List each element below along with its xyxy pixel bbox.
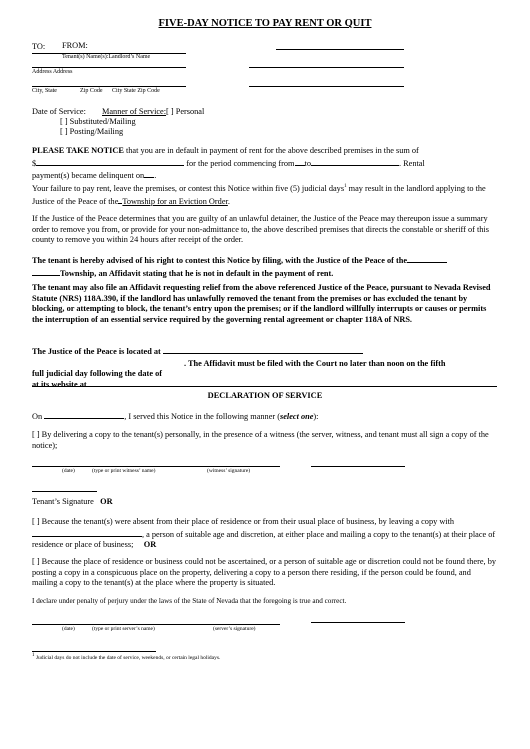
date-caption-2: (date) [62, 626, 75, 632]
notice-line1: that you are in default in payment of rent for the above described premises in the sum of [123, 146, 419, 155]
footnote [32, 655, 220, 662]
landlord-name-line[interactable] [276, 49, 404, 50]
failure-paragraph [32, 184, 497, 207]
option-personal[interactable]: [ ] By delivering a copy to the tenant(s) personally, in the presence of a witness (the server, witness, and tenant must all sign a copy of the notice); [32, 430, 489, 450]
tenant-signature-line[interactable] [32, 491, 97, 492]
tenant-signature-label: Tenant’s Signature [32, 497, 94, 506]
date-caption-1: (date) [62, 468, 75, 474]
located-indent [32, 358, 184, 366]
date-of-service-label: Date of Service: [32, 107, 86, 116]
advise-township-field-2[interactable] [32, 267, 60, 276]
footnote-ref: 1 [344, 184, 347, 190]
notice-paragraph [32, 146, 497, 182]
zip-caption: Zip Code [80, 88, 103, 94]
option-absent-text-a: [ ] Because the tenant(s) were absent from their place of residence or from their usual place of business, by leaving a copy with [32, 517, 455, 526]
footnote-marker: 1 [32, 653, 35, 659]
dollar-sign: $ [32, 158, 37, 168]
delinquent-dot: . [154, 171, 157, 180]
option-absent[interactable] [32, 517, 497, 551]
advise-text-b: Township, an Affidavit stating that he is not in default in the payment of rent. [60, 268, 334, 278]
located-text-c: full judicial day following the date of [32, 369, 162, 378]
affidavit-paragraph: The tenant may also file an Affidavit requesting relief from the above referenced Justice of the Peace, pursuant to Nevada Revised Statute (NRS) 118A.390, if the landlord has unlawfully removed the tenant from the premises or has excluded the tenant by blocking, or attempting to block, the tenant’s entry upon the premises; or if the landlord willfully interrupts or causes or permits the interruption of an essential service required by the governing rental agreement or chapter 118A of NRS. [32, 283, 491, 324]
period-text: for the period commencing from [184, 158, 295, 168]
rental-text: . Rental [398, 158, 425, 168]
from-label: FROM: [62, 41, 88, 50]
township-text: Township for an Eviction Order [122, 196, 228, 206]
city-caption: City, State [32, 88, 57, 94]
located-text-d: at its website at [32, 379, 87, 389]
failure-text-a: Your failure to pay rent, leave the premises, or contest this Notice within five (5) judicial days [32, 184, 345, 193]
substituted-option[interactable]: [ ] Substituted/Mailing [60, 117, 136, 126]
served-end: ): [313, 412, 319, 421]
located-paragraph [32, 345, 497, 390]
located-text-b: . The Affidavit must be filed with the Court no later than noon on the fifth [184, 358, 446, 368]
tenant-signature-row [32, 497, 113, 508]
delinquent-date-field[interactable] [144, 169, 157, 180]
notice-lead: PLEASE TAKE NOTICE [32, 146, 124, 155]
tenant-address-line[interactable] [32, 67, 186, 68]
server-sig-caption: (server’s signature) [213, 626, 256, 632]
period-from-field[interactable] [295, 157, 305, 166]
suitable-person-field[interactable] [32, 528, 142, 537]
option-posting[interactable]: [ ] Because the place of residence or business could not be ascertained, or a person of suitable age or discretion could not be found there, by posting a copy in a conspicuous place on the property, delivering a copy to a person there residing, if the person could be found, and mailing a copy to the tenant(s) at the place where the property is situated. [32, 557, 497, 587]
advise-township-field-1[interactable] [407, 254, 447, 263]
option-absent-text-b: , a person of suitable age and discretion, at either place and mailing a copy to the tenant(s) at their place of residence or place of business; [32, 529, 496, 549]
period-to-field[interactable] [311, 157, 399, 166]
served-date-field[interactable] [44, 410, 124, 419]
delinquent-text: payment(s) became delinquent on [32, 171, 145, 180]
failure-end: . [227, 196, 230, 206]
served-text: , I served this Notice in the following manner ( [124, 412, 280, 421]
manner-of-service [102, 107, 204, 118]
located-text-a: The Justice of the Peace is located at [32, 347, 161, 356]
server-name-caption: (type or print server’s name) [92, 626, 155, 632]
perjury-statement: I declare under penalty of perjury under the laws of the State of Nevada that the foregoing is true and correct. [32, 597, 347, 605]
server-date-name-line[interactable] [32, 624, 280, 625]
unlawful-detainer-paragraph: If the Justice of the Peace determines that you are guilty of an unlawful detainer, the Justice of the Peace may thereupon issue a summary order to remove you from, or provide for your non-admittance to, the above described premises that directs the constable or sheriff of this county to remove you within 24 hours after receipt of the order. [32, 214, 489, 244]
city-state-zip-caption: City State Zip Code [112, 88, 160, 94]
to-label: TO: [32, 42, 46, 51]
landlord-address-line[interactable] [249, 67, 404, 68]
landlord-city-line[interactable] [249, 86, 404, 87]
to-word: to [304, 158, 311, 168]
court-address-field[interactable] [163, 345, 363, 354]
rent-amount-field[interactable] [36, 157, 184, 166]
personal-option[interactable]: [ ] Personal [166, 107, 205, 116]
served-line [32, 410, 497, 423]
witness-signature-line[interactable] [311, 466, 405, 467]
failure-text-b: may result in the landlord applying to the Justice of the Peace of the [32, 184, 486, 206]
or-label-2: OR [143, 540, 157, 549]
section-divider [32, 386, 497, 387]
posting-option[interactable]: [ ] Posting/Mailing [60, 127, 124, 136]
advise-text-a: The tenant is hereby advised of his right to contest this Notice by filing, with the Justice of the Peace of the [32, 256, 408, 265]
address-caption: Address Address [32, 69, 73, 75]
tenant-caption: Tenant(s) Name(s):Landlord’s Name [62, 54, 151, 60]
footnote-divider [32, 651, 156, 652]
tenant-city-line[interactable] [32, 86, 186, 87]
select-one: select one [279, 412, 314, 421]
or-label-1: OR [100, 497, 113, 506]
declaration-heading: DECLARATION OF SERVICE [207, 391, 323, 400]
manner-label: Manner of Service: [102, 107, 167, 116]
witness-sig-caption: (witness’ signature) [207, 468, 251, 474]
footnote-text: Judicial days do not include the date of service, weekends, or certain legal holidays. [35, 655, 221, 661]
server-signature-line[interactable] [311, 622, 405, 623]
advise-paragraph [32, 254, 497, 279]
on-word: On [32, 412, 43, 421]
witness-name-caption: (type or print witness’ name) [92, 468, 156, 474]
witness-date-name-line[interactable] [32, 466, 280, 467]
document-title: FIVE-DAY NOTICE TO PAY RENT OR QUIT [158, 18, 372, 29]
